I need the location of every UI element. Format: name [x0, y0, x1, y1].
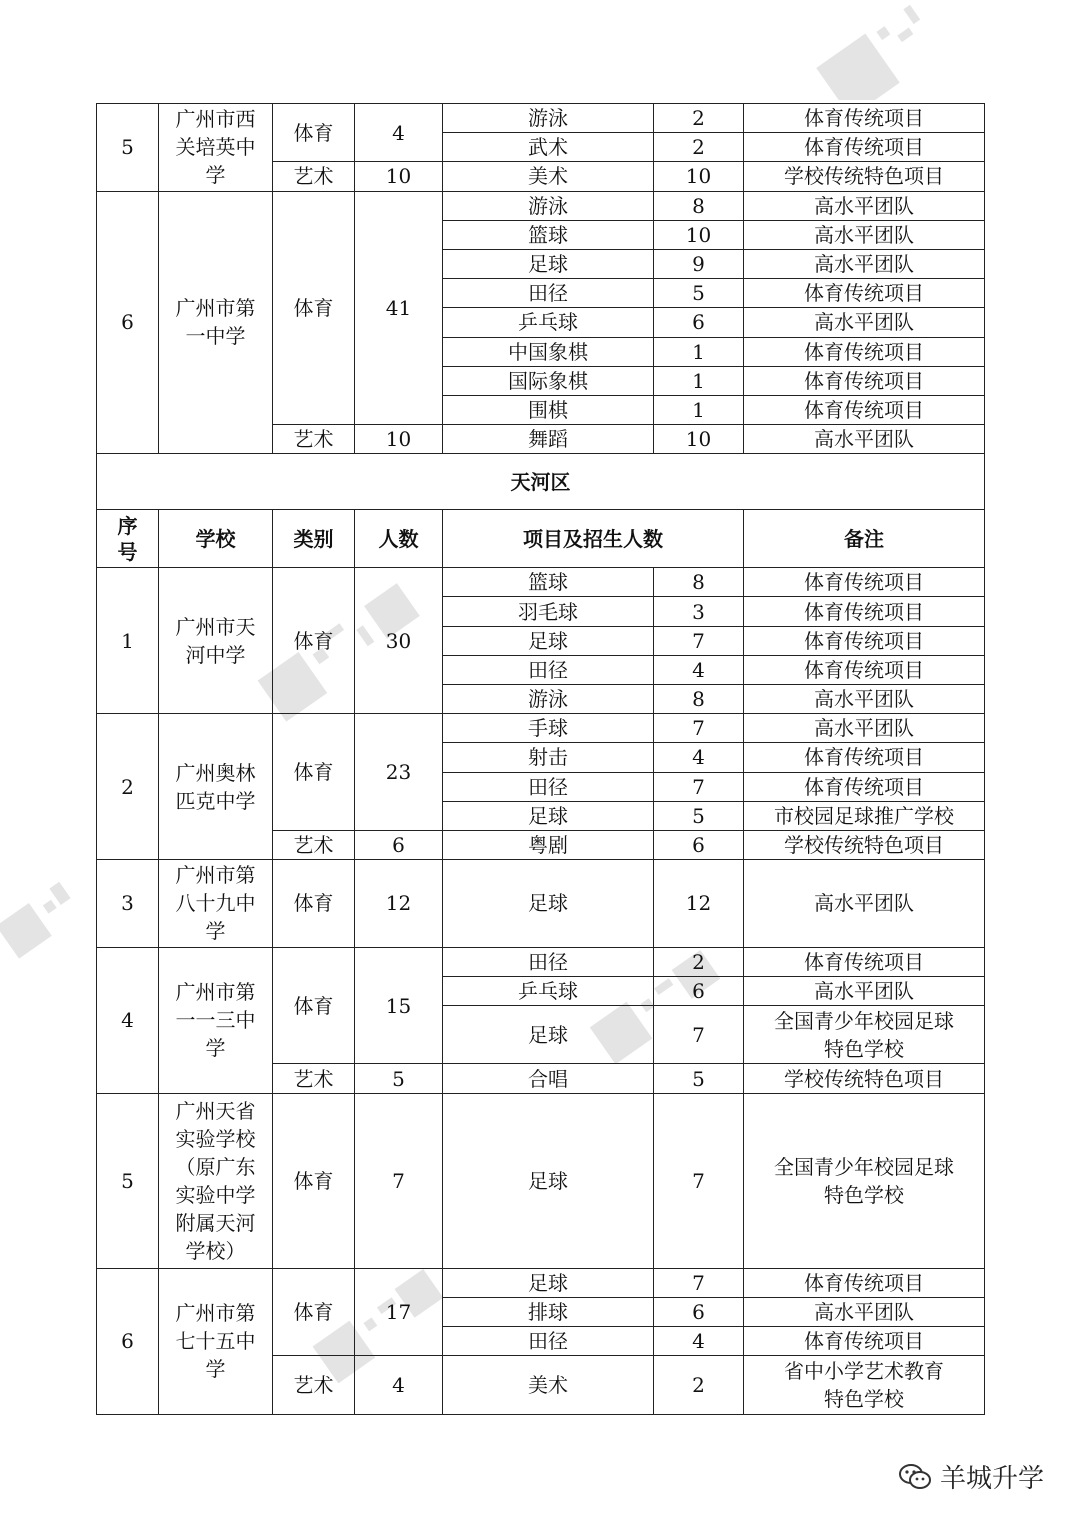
note-cell: 高水平团队: [744, 191, 985, 220]
count-cell: 30: [355, 568, 443, 714]
project-count-cell: 2: [654, 104, 744, 133]
note-cell: 体育传统项目: [744, 279, 985, 308]
wechat-icon: [898, 1462, 932, 1492]
project-count-cell: 7: [654, 626, 744, 655]
school-cell: 广州市第 一一三中 学: [159, 947, 273, 1093]
category-cell: 体育: [273, 860, 355, 948]
seq-cell: 3: [97, 860, 159, 948]
project-cell: 排球: [443, 1297, 654, 1326]
count-cell: 23: [355, 714, 443, 831]
note-cell: 体育传统项目: [744, 133, 985, 162]
enrollment-table-body: [97, 104, 985, 1415]
watermark-qr-top-right: [800, 0, 1020, 100]
project-cell: 田径: [443, 947, 654, 976]
note-cell: 高水平团队: [744, 220, 985, 249]
note-cell: 体育传统项目: [744, 772, 985, 801]
school-cell: 广州天省 实验学校 （原广东 实验中学 附属天河 学校）: [159, 1093, 273, 1268]
seq-cell: 2: [97, 714, 159, 860]
project-cell: 足球: [443, 249, 654, 278]
seq-cell: 5: [97, 104, 159, 192]
project-count-cell: 8: [654, 191, 744, 220]
project-cell: 游泳: [443, 104, 654, 133]
project-count-cell: 2: [654, 133, 744, 162]
note-cell: 体育传统项目: [744, 337, 985, 366]
project-cell: 田径: [443, 1327, 654, 1356]
note-cell: 全国青少年校园足球 特色学校: [744, 1093, 985, 1268]
note-cell: 体育传统项目: [744, 597, 985, 626]
project-cell: 足球: [443, 626, 654, 655]
count-cell: 10: [355, 162, 443, 191]
project-cell: 舞蹈: [443, 425, 654, 454]
project-count-cell: 4: [654, 655, 744, 684]
project-cell: 乒乓球: [443, 308, 654, 337]
project-count-cell: 7: [654, 1006, 744, 1064]
note-cell: 省中小学艺术教育 特色学校: [744, 1356, 985, 1414]
count-cell: 5: [355, 1064, 443, 1093]
school-cell: 广州市天 河中学: [159, 568, 273, 714]
project-count-cell: 6: [654, 308, 744, 337]
category-cell: 艺术: [273, 425, 355, 454]
header-category: 类别: [273, 510, 355, 568]
project-cell: 足球: [443, 1006, 654, 1064]
note-cell: 体育传统项目: [744, 104, 985, 133]
note-cell: 体育传统项目: [744, 366, 985, 395]
project-cell: 羽毛球: [443, 597, 654, 626]
table-row: [97, 191, 985, 220]
table-row: [97, 860, 985, 889]
category-cell: 艺术: [273, 1064, 355, 1093]
header-project: 项目及招生人数: [443, 510, 744, 568]
project-cell: 乒乓球: [443, 976, 654, 1005]
count-cell: 4: [355, 104, 443, 162]
district-title: 天河区: [97, 454, 985, 510]
project-cell: 田径: [443, 655, 654, 684]
category-cell: 体育: [273, 947, 355, 1064]
project-cell: 粤剧: [443, 830, 654, 859]
note-cell: 高水平团队: [744, 976, 985, 1005]
note-cell: 高水平团队: [744, 1297, 985, 1326]
category-cell: 艺术: [273, 830, 355, 859]
note-cell: 体育传统项目: [744, 947, 985, 976]
seq-cell: 6: [97, 191, 159, 454]
project-count-cell: 2: [654, 947, 744, 976]
category-cell: 艺术: [273, 162, 355, 191]
project-count-cell: 1: [654, 395, 744, 424]
note-cell: 体育传统项目: [744, 1268, 985, 1297]
note-cell: 高水平团队: [744, 685, 985, 714]
school-cell: 广州奥林 匹克中学: [159, 714, 273, 860]
project-cell: 田径: [443, 279, 654, 308]
note-cell: 体育传统项目: [744, 626, 985, 655]
footer-brand: [898, 1458, 1044, 1495]
count-cell: 15: [355, 947, 443, 1064]
project-cell: 足球: [443, 1093, 654, 1268]
header-school: 学校: [159, 510, 273, 568]
note-cell: 高水平团队: [744, 860, 985, 948]
note-cell: 市校园足球推广学校: [744, 801, 985, 830]
project-cell: 游泳: [443, 685, 654, 714]
project-cell: 中国象棋: [443, 337, 654, 366]
project-count-cell: 10: [654, 220, 744, 249]
project-count-cell: 9: [654, 249, 744, 278]
count-cell: 4: [355, 1356, 443, 1414]
project-count-cell: 4: [654, 1327, 744, 1356]
project-cell: 游泳: [443, 191, 654, 220]
note-cell: 体育传统项目: [744, 1327, 985, 1356]
header-note: 备注: [744, 510, 985, 568]
school-cell: 广州市第 八十九中 学: [159, 860, 273, 948]
seq-cell: 4: [97, 947, 159, 1093]
table-row: [97, 1268, 985, 1297]
school-cell: 广州市西 关培英中 学: [159, 104, 273, 192]
project-cell: 田径: [443, 772, 654, 801]
header-seq: 序 号: [97, 510, 159, 568]
header-count: 人数: [355, 510, 443, 568]
category-cell: 体育: [273, 568, 355, 714]
category-cell: 体育: [273, 104, 355, 162]
project-count-cell: 7: [654, 714, 744, 743]
note-cell: 全国青少年校园足球 特色学校: [744, 1006, 985, 1064]
table-row: [97, 104, 985, 133]
note-cell: 体育传统项目: [744, 395, 985, 424]
count-cell: 41: [355, 191, 443, 425]
category-cell: 体育: [273, 714, 355, 831]
note-cell: 高水平团队: [744, 308, 985, 337]
note-cell: 学校传统特色项目: [744, 1064, 985, 1093]
table-row: [97, 714, 985, 743]
project-count-cell: 4: [654, 743, 744, 772]
category-cell: 体育: [273, 1093, 355, 1268]
count-cell: 12: [355, 860, 443, 948]
project-cell: 美术: [443, 1356, 654, 1414]
table-row: [97, 568, 985, 597]
project-cell: 美术: [443, 162, 654, 191]
project-cell: 武术: [443, 133, 654, 162]
project-count-cell: 12: [654, 860, 744, 948]
project-cell: 足球: [443, 801, 654, 830]
project-count-cell: 5: [654, 801, 744, 830]
count-cell: 10: [355, 425, 443, 454]
project-count-cell: 5: [654, 279, 744, 308]
count-cell: 17: [355, 1268, 443, 1356]
project-count-cell: 10: [654, 425, 744, 454]
project-count-cell: 6: [654, 830, 744, 859]
project-count-cell: 8: [654, 685, 744, 714]
count-cell: 7: [355, 1093, 443, 1268]
footer-brand-text: 羊城升学: [939, 1464, 1044, 1494]
project-cell: 围棋: [443, 395, 654, 424]
category-cell: 体育: [273, 191, 355, 425]
note-cell: 体育传统项目: [744, 568, 985, 597]
project-count-cell: 1: [654, 366, 744, 395]
project-count-cell: 3: [654, 597, 744, 626]
project-count-cell: 5: [654, 1064, 744, 1093]
project-count-cell: 6: [654, 976, 744, 1005]
note-cell: 体育传统项目: [744, 743, 985, 772]
project-count-cell: 7: [654, 1268, 744, 1297]
seq-cell: 1: [97, 568, 159, 714]
project-cell: 足球: [443, 860, 654, 948]
note-cell: 高水平团队: [744, 425, 985, 454]
header-row: [97, 510, 985, 568]
school-cell: 广州市第 七十五中 学: [159, 1268, 273, 1414]
enrollment-table: [96, 103, 985, 1415]
table-row: [97, 947, 985, 976]
project-count-cell: 10: [654, 162, 744, 191]
note-cell: 高水平团队: [744, 249, 985, 278]
project-count-cell: 8: [654, 568, 744, 597]
project-cell: 射击: [443, 743, 654, 772]
note-cell: 学校传统特色项目: [744, 162, 985, 191]
category-cell: 体育: [273, 1268, 355, 1356]
project-cell: 手球: [443, 714, 654, 743]
school-cell: 广州市第 一中学: [159, 191, 273, 454]
note-cell: 学校传统特色项目: [744, 830, 985, 859]
project-count-cell: 6: [654, 1297, 744, 1326]
project-cell: 合唱: [443, 1064, 654, 1093]
project-count-cell: 1: [654, 337, 744, 366]
note-cell: 体育传统项目: [744, 655, 985, 684]
project-count-cell: 7: [654, 1093, 744, 1268]
seq-cell: 5: [97, 1093, 159, 1268]
note-cell: 高水平团队: [744, 714, 985, 743]
seq-cell: 6: [97, 1268, 159, 1414]
project-count-cell: 7: [654, 772, 744, 801]
project-cell: 国际象棋: [443, 366, 654, 395]
project-cell: 篮球: [443, 220, 654, 249]
district-row: [97, 454, 985, 510]
count-cell: 6: [355, 830, 443, 859]
project-cell: 足球: [443, 1268, 654, 1297]
project-count-cell: 2: [654, 1356, 744, 1414]
table-row: [97, 1093, 985, 1122]
category-cell: 艺术: [273, 1356, 355, 1414]
project-cell: 篮球: [443, 568, 654, 597]
